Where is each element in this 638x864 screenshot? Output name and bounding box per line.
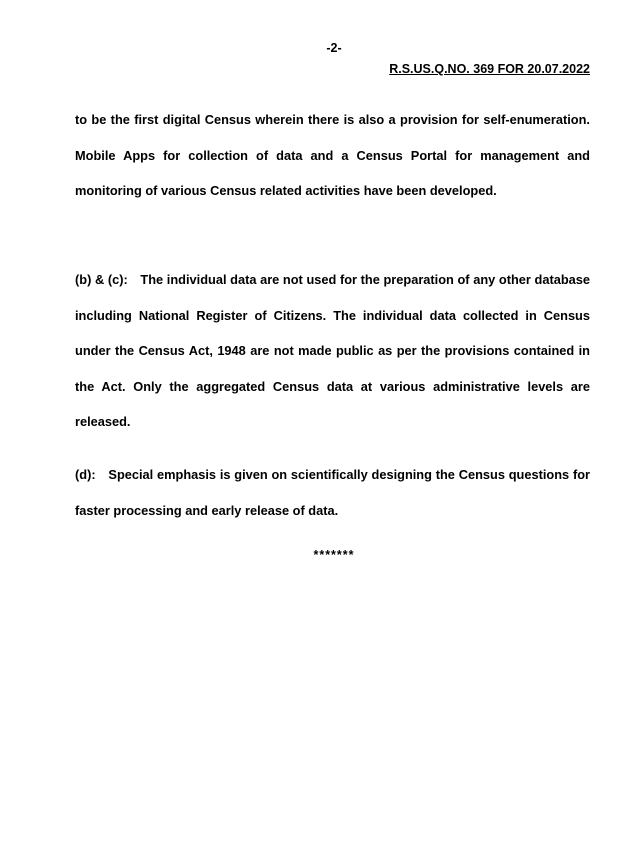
paragraph-continuation xyxy=(75,102,590,209)
paragraph-d xyxy=(75,457,590,528)
paragraph-text: Special emphasis is given on scientifically designing the Census questions for faster processing and early release of data. xyxy=(75,467,591,518)
paragraph-text: The individual data are not used for the preparation of any other database including National Register of Citizens. The individual data collected in Census under the Census Act, 1948 are not made public as per the provisions contained in the Act. Only the aggregated Census data at various administrative levels are released. xyxy=(75,272,590,429)
paragraph-b-c xyxy=(75,262,590,440)
paragraph-text: to be the first digital Census wherein there is also a provision for self-enumeration. Mobile Apps for collection of data and a Census Portal for management and monitoring of various Census related activities have been developed. xyxy=(75,112,590,198)
page-number: -2- xyxy=(326,41,342,55)
question-reference: R.S.US.Q.NO. 369 FOR 20.07.2022 xyxy=(389,62,590,76)
paragraph-label: (d): xyxy=(75,467,96,482)
end-of-answer-mark: ******* xyxy=(313,548,355,562)
paragraph-label: (b) & (c): xyxy=(75,272,128,287)
